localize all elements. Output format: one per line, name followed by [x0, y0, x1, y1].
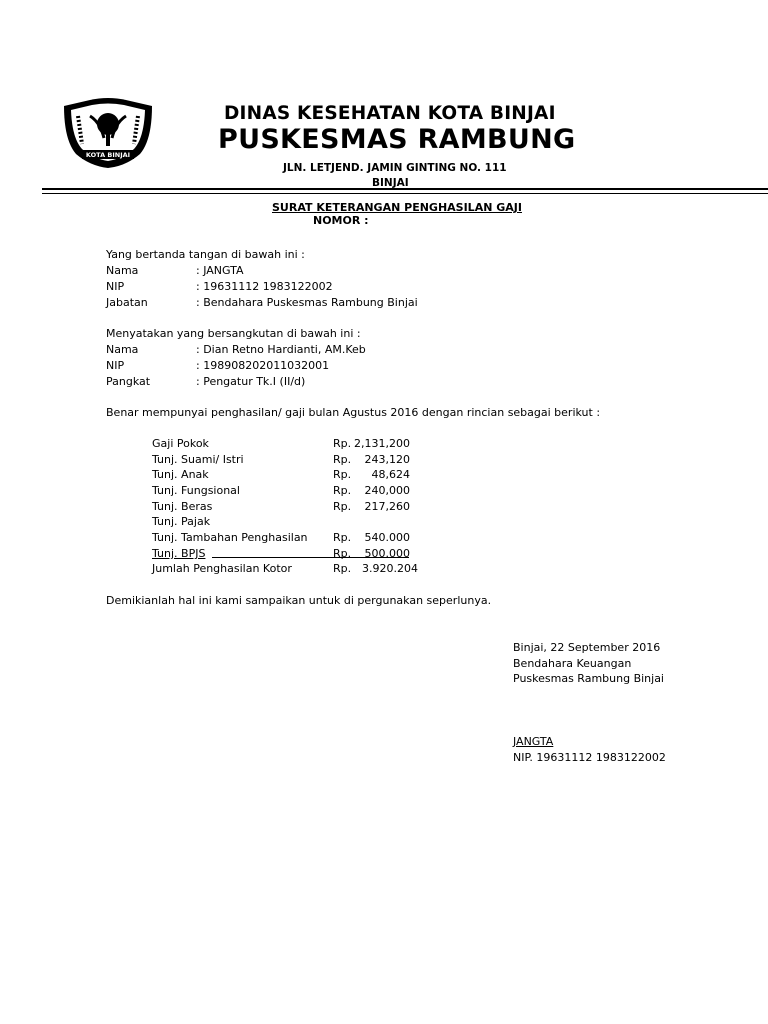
letter-title: SURAT KETERANGAN PENGHASILAN GAJI — [272, 201, 522, 214]
income-item-amount: 48,624 — [371, 468, 410, 481]
kota-binjai-logo — [60, 94, 156, 170]
header-rule-thick — [42, 188, 768, 190]
address-line-2: BINJAI — [372, 177, 409, 189]
agency-name: DINAS KESEHATAN KOTA BINJAI — [224, 103, 556, 124]
employee-nip-value: : 198908202011032001 — [196, 359, 330, 372]
signature-nip: NIP. 19631112 1983122002 — [513, 751, 666, 764]
income-item-currency: Rp. — [333, 468, 352, 481]
statement-text: Benar mempunyai penghasilan/ gaji bulan Agustus 2016 dengan rincian sebagai berikut : — [106, 406, 601, 419]
income-item-currency: Rp. — [333, 453, 352, 466]
income-total-amount: 3.920.204 — [362, 562, 418, 575]
income-item-amount: 240,000 — [364, 484, 410, 497]
employee-name-value: : Dian Retno Hardianti, AM.Keb — [196, 343, 366, 356]
address-line-1: JLN. LETJEND. JAMIN GINTING NO. 111 — [283, 162, 507, 174]
signer-nip-label: NIP — [106, 280, 125, 293]
income-item-name: Tunj. BPJS — [152, 547, 206, 560]
income-item-name: Gaji Pokok — [152, 437, 209, 450]
letter-number-label: NOMOR : — [313, 214, 369, 227]
income-total-currency: Rp. — [333, 562, 352, 575]
signature-place-date: Binjai, 22 September 2016 — [513, 641, 661, 654]
signature-role: Bendahara Keuangan — [513, 657, 632, 670]
income-item-name: Tunj. Suami/ Istri — [152, 453, 244, 466]
signer-nip-value: : 19631112 1983122002 — [196, 280, 333, 293]
signer-position-value: : Bendahara Puskesmas Rambung Binjai — [196, 296, 418, 309]
office-name: PUSKESMAS RAMBUNG — [218, 124, 576, 155]
employee-rank-value: : Pengatur Tk.I (II/d) — [196, 375, 306, 388]
income-item-name: Tunj. Pajak — [152, 515, 211, 528]
income-total-label: Jumlah Penghasilan Kotor — [152, 562, 292, 575]
closing-text: Demikianlah hal ini kami sampaikan untuk di pergunakan seperlunya. — [106, 594, 492, 607]
income-item-amount: 2,131,200 — [354, 437, 410, 450]
header-rule-thin — [42, 193, 768, 194]
income-item-name: Tunj. Tambahan Penghasilan — [152, 531, 308, 544]
signer-position-label: Jabatan — [106, 296, 148, 309]
income-item-currency: Rp. — [333, 531, 352, 544]
employee-name-label: Nama — [106, 343, 139, 356]
income-item-name: Tunj. Anak — [152, 468, 209, 481]
logo-caption: KOTA BINJAI — [85, 151, 131, 159]
intro-text: Yang bertanda tangan di bawah ini : — [106, 248, 305, 261]
income-item-currency: Rp. — [333, 500, 352, 513]
income-item-currency: Rp. — [333, 437, 352, 450]
signature-institution: Puskesmas Rambung Binjai — [513, 672, 664, 685]
income-item-amount: 243,120 — [364, 453, 410, 466]
income-item-name: Tunj. Fungsional — [152, 484, 240, 497]
signer-name-label: Nama — [106, 264, 139, 277]
income-item-amount: 217,260 — [364, 500, 410, 513]
declare-text: Menyatakan yang bersangkutan di bawah ini : — [106, 327, 361, 340]
signer-name-value: : JANGTA — [196, 264, 244, 277]
employee-rank-label: Pangkat — [106, 375, 151, 388]
signature-name: JANGTA — [513, 735, 554, 748]
income-item-amount: 500.000 — [364, 547, 410, 560]
income-item-name: Tunj. Beras — [152, 500, 213, 513]
income-item-currency: Rp. — [333, 484, 352, 497]
employee-nip-label: NIP — [106, 359, 125, 372]
income-item-currency: Rp. — [333, 547, 352, 560]
income-item-amount: 540.000 — [364, 531, 410, 544]
